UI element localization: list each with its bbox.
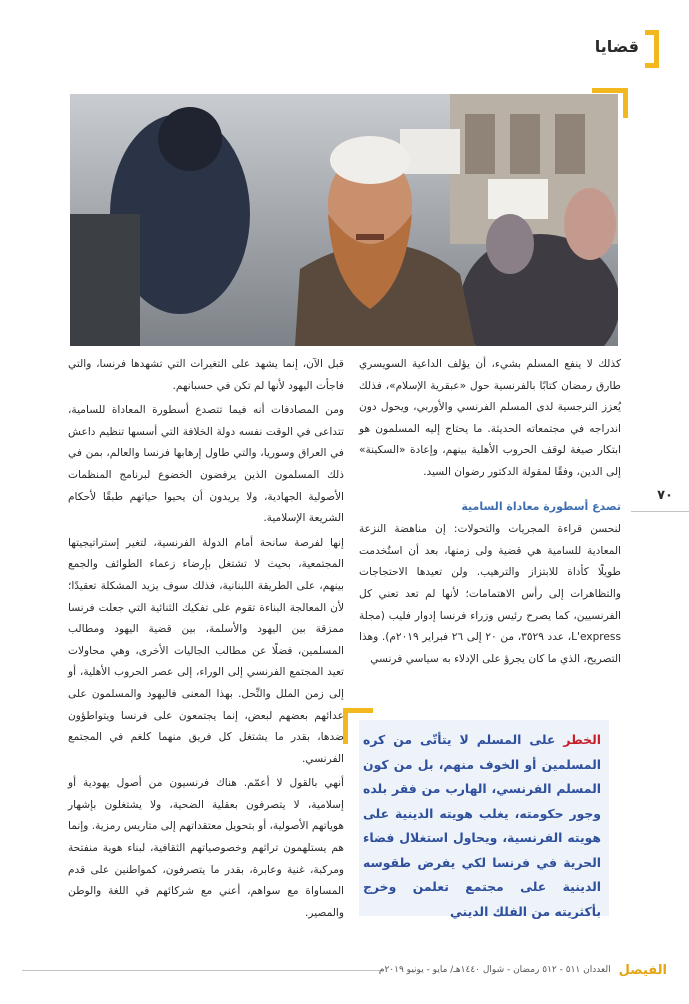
right-paragraph-1: كذلك لا ينفع المسلم بشيء، أن يؤلف الداعية السويسري طارق رمضان كتابًا بالفرنسية حول «عبقرية الإسلام»، فذلك يُعزز النرجسية لدى المسلم الفرنسي والأوربي، ويحول دون اندراجه في مجتمعاته الحديثة. ما يحتاج إليه المسلمون هو ابتكار صيغة لوقف الحروب الأهلية بينهم، وإعادة «السكينة» إلى الدين، وفقًا لمقولة الدكتور رضوان السيد.	[359, 358, 621, 478]
footer	[379, 962, 667, 978]
right-column	[359, 354, 621, 670]
subheading: تصدع أسطورة معاداة السامية	[461, 499, 621, 513]
issue-info: العددان ٥١١ - ٥١٢ رمضان - شوال ١٤٤٠هـ/ مايو - يونيو ٢٠١٩م	[378, 965, 611, 975]
side-rule	[631, 511, 689, 512]
pull-quote-text	[359, 720, 609, 924]
left-paragraph-1: قبل الآن، إنما يشهد على التغيرات التي تشهدها فرنسا، والتي فاجأت اليهود لأنها لم تكن في حسبانهم.	[68, 358, 344, 392]
footer-rule	[22, 970, 384, 971]
left-column	[68, 354, 344, 924]
section-tag	[594, 30, 659, 68]
photo-corner-accent	[592, 88, 628, 118]
page-number: ٧٠	[657, 488, 673, 503]
left-paragraph-4: أنهي بالقول لا أعمّم. هناك فرنسيون من أصول يهودية أو إسلامية، لا يتصرفون بعقلية الضحية، ولا يشتغلون بإشهار هوياتهم الأصولية، أو بتحويل معتقداتهم إلى متاريس رمزية. وإنما هم يستلهمون تراثهم وخصوصياتهم الثقافية، لبناء هوية منفتحة ومركبة، غنية وعابرة، بقدر ما يتصرفون، كمواطنين على قدم المساواة مع سواهم، أعني مع شركائهم في اللغة والوطن والمصير.	[68, 777, 344, 919]
article-photo	[70, 94, 618, 346]
pull-quote-lead-word: الخطر	[563, 732, 601, 747]
section-bracket	[645, 30, 659, 68]
magazine-logo: الفيصل	[618, 962, 667, 978]
left-paragraph-3: إنها لفرصة سانحة أمام الدولة الفرنسية، لتغير إستراتيجيتها المجتمعية، بحيث لا تشتغل بإرضاء زعماء الطوائف والجمع بينهم، على الطريقة اللبنانية، فذلك سوف يزيد المشكلة تعقيدًا؛ لأن المعالجة البناءة تقوم على تفكيك الثنائية التي جعلت فرنسا ممزقة بين اليهود والأسلمة، بين قضية اليهود ومطالب المسلمين، فضلًا عن مطالب الجاليات الأخرى، وهي محاولات تعيد المجتمع الفرنسي إلى الوراء، إلى عصر الحروب الأهلية، أو إلى زمن الملل والنِّحل. بهذا المعنى فاليهود والمسلمون على عدائهم بعضهم لبعض، إنما يجتمعون على فرنسا ويتواطؤون ضدها، بقدر ما يشتغل كل فريق منهما كلغم في المجتمع الفرنسي.	[68, 536, 344, 765]
pull-quote-body: على المسلم لا يتأتّى من كره المسلمين أو الخوف منهم، بل من كون المسلم الفرنسي، الهارب من فقر بلده وجور حكومته، يغلب هويته الدينية على هويته الفرنسية، ويحاول استغلال فضاء الحرية في فرنسا لكي يفرض طقوسه الدينية على مجتمع تعلمن وخرج بأكثريته من الفلك الديني	[363, 732, 601, 919]
left-paragraph-2: ومن المصادفات أنه فيما تتصدع أسطورة المعاداة للسامية، تتداعى في الوقت نفسه دولة الخلافة التي أسسها تنظيم داعش في العراق وسوريا، والتي طاول إرهابها فرنسا والعالم، بمن في ذلك المسلمون الذين يرفضون الخضوع لبرنامج المنظمات الأصولية الجهادية، ولا يريدون أن يحيوا حياتهم طبقًا لأحكام الشريعة الإسلامية.	[68, 404, 344, 525]
photo-illustration	[70, 94, 618, 346]
right-paragraph-2: لنحسن قراءة المجريات والتحولات: إن مناهضة النزعة المعادية للسامية هي قضية ولى زمنها، بعد أن استُخدمت طويلًا كأداة للابتزاز والترهيب. ولن تعيدها الاحتجاجات والتظاهرات إلى رأس الاهتمامات؛ لأنها لم تعد تعني كل الفرنسيين، كما يصرح رئيس وزراء فرنسا إدوار فليب (مجلة L'express، عدد ٣٥٢٩، من ٢٠ إلى ٢٦ فبراير ٢٠١٩م). وهذا التصريح، الذي ما كان يجرؤ على الإدلاء به سياسي فرنسي	[359, 523, 621, 665]
pull-quote	[359, 720, 609, 919]
section-label: قضايا	[594, 37, 639, 56]
pull-quote-corner-accent	[343, 708, 373, 744]
